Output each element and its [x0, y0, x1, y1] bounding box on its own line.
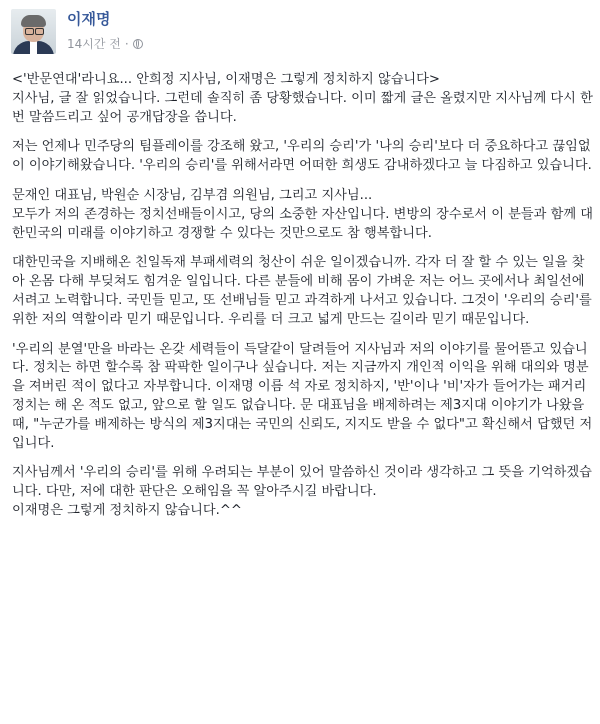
post-paragraph: 저는 언제나 민주당의 팀플레이를 강조해 왔고, '우리의 승리'가 '나의 승리'보다 더 중요하다고 끊임없이 이야기해왔습니다. '우리의 승리'를 위해서라면 어떠한 희생도 감내하겠다고 늘 다짐하고 있습니다.: [12, 139, 592, 174]
post-paragraph: '우리의 분열'만을 바라는 온갖 세력들이 득달같이 달려들어 지사님과 저의 이야기를 물어뜯고 있습니다. 정치는 하면 할수록 참 팍팍한 일이구나 싶습니다. 저는 지금까지 개인적 이익을 위해 대의와 명분을 져버린 적이 없다고 자부합니다. 이재명 이름 석 자로 정치하지, '반'이나 '비'자가 들어가는 패거리정치는 해 온 적도 없고, 앞으로 할 일도 없습니다. 문 대표님을 배제하려는 제3지대 이야기가 나왔을 때, "누군가를 배제하는 방식의 제3지대는 국민의 신뢰도, 지지도 받을 수 없다"고 확신해서 답했던 저입니다.: [12, 341, 593, 451]
post-paragraph: 지사님께서 '우리의 승리'를 위해 우려되는 부분이 있어 말씀하신 것이라 생각하고 그 뜻을 기억하겠습니다. 다만, 저에 대한 판단은 오해임을 꼭 알아주시길 바랍니다. 이재명은 그렇게 정치하지 않습니다.^^: [12, 465, 592, 518]
post-paragraph: <'반문연대'라니요... 안희정 지사님, 이재명은 그렇게 정치하지 않습니다> 지사님, 글 잘 읽었습니다. 그런데 솔직히 좀 당황했습니다. 이미 짧게 글은 올렸지만 지사님께 다시 한번 말씀드리고 싶어 공개답장을 씁니다.: [12, 72, 593, 125]
globe-icon[interactable]: [133, 39, 143, 49]
post-paragraph: 대한민국을 지배해온 친일독재 부패세력의 청산이 쉬운 일이겠습니까. 각자 더 잘 할 수 있는 일을 찾아 온몸 다해 부딪쳐도 힘겨운 일입니다. 다른 분들에 비해 몸이 가벼운 저는 어느 곳에서나 최일선에 서려고 노력합니다. 국민들 믿고, 또 선배님들 믿고 과격하게 나서고 있습니다. 그것이 '우리의 승리'를 위한 저의 역할이라 믿기 때문입니다. 우리를 더 크고 넓게 만드는 길이라 믿기 때문입니다.: [12, 255, 592, 327]
post-meta: [67, 35, 143, 52]
meta-separator: ·: [124, 36, 129, 51]
post-header: [0, 0, 600, 68]
post-paragraph: 문재인 대표님, 박원순 시장님, 김부겸 의원님, 그리고 지사님... 모두가 저의 존경하는 정치선배들이시고, 당의 소중한 자산입니다. 변방의 장수로서 이 분들과 함께 대한민국의 미래를 이야기하고 경쟁할 수 있다는 것만으로도 참 행복합니다.: [12, 187, 593, 241]
avatar[interactable]: [11, 9, 56, 54]
author-name[interactable]: 이재명: [67, 10, 111, 28]
post-body: [12, 71, 596, 532]
post-timestamp[interactable]: 14시간 전: [67, 37, 121, 51]
